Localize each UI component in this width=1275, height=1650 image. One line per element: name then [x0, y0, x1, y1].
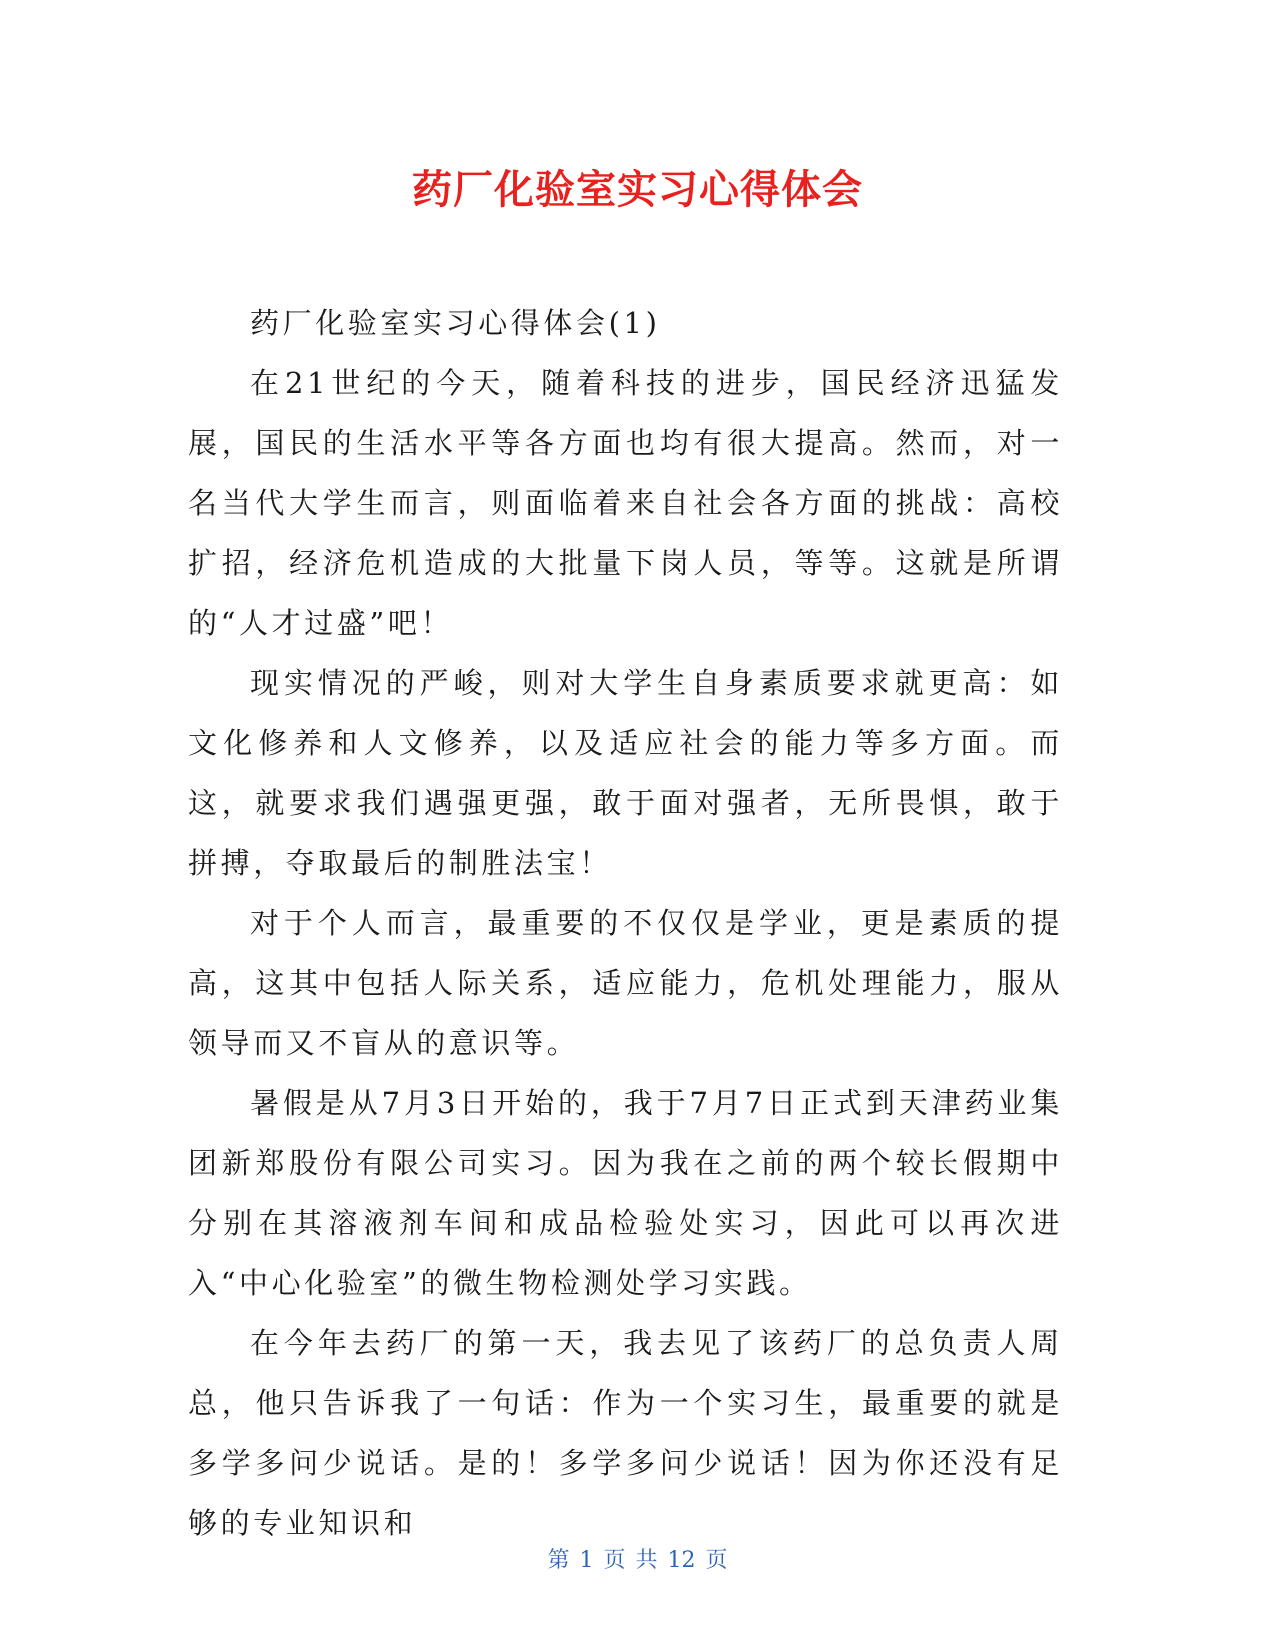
page-footer: [0, 1546, 1275, 1576]
footer-total-pages: 12: [667, 1548, 696, 1573]
paragraph: 在今年去药厂的第一天，我去见了该药厂的总负责人周总，他只告诉我了一句话：作为一个实习生，最重要的就是多学多问少说话。是的！多学多问少说话！因为你还没有足够的专业知识和: [188, 1326, 1063, 1540]
paragraph: 现实情况的严峻，则对大学生自身素质要求就更高：如文化修养和人文修养，以及适应社会的能力等多方面。而这，就要求我们遇强更强，敢于面对强者，无所畏惧，敢于拼搏，夺取最后的制胜法宝！: [188, 666, 1063, 880]
paragraph-heading: 药厂化验室实习心得体会(1): [250, 306, 661, 340]
document-body: [188, 293, 1063, 1553]
paragraph: 暑假是从7月3日开始的，我于7月7日正式到天津药业集团新郑股份有限公司实习。因为我在之前的两个较长假期中分别在其溶液剂车间和成品检验处实习，因此可以再次进入“中心化验室”的微生物检测处学习实践。: [188, 1086, 1063, 1300]
document-title: 药厂化验室实习心得体会: [412, 167, 863, 213]
footer-suffix: 页: [705, 1548, 728, 1573]
footer-mid: 页: [603, 1548, 626, 1573]
paragraph: 在21世纪的今天，随着科技的进步，国民经济迅猛发展，国民的生活水平等各方面也均有很大提高。然而，对一名当代大学生而言，则面临着来自社会各方面的挑战：高校扩招，经济危机造成的大批量下岗人员，等等。这就是所谓的“人才过盛”吧！: [188, 366, 1063, 640]
footer-current-page: 1: [579, 1548, 594, 1573]
paragraph: 对于个人而言，最重要的不仅仅是学业，更是素质的提高，这其中包括人际关系，适应能力，危机处理能力，服从领导而又不盲从的意识等。: [188, 906, 1063, 1060]
footer-prefix: 第: [547, 1548, 570, 1573]
footer-total-label: 共: [635, 1548, 658, 1573]
